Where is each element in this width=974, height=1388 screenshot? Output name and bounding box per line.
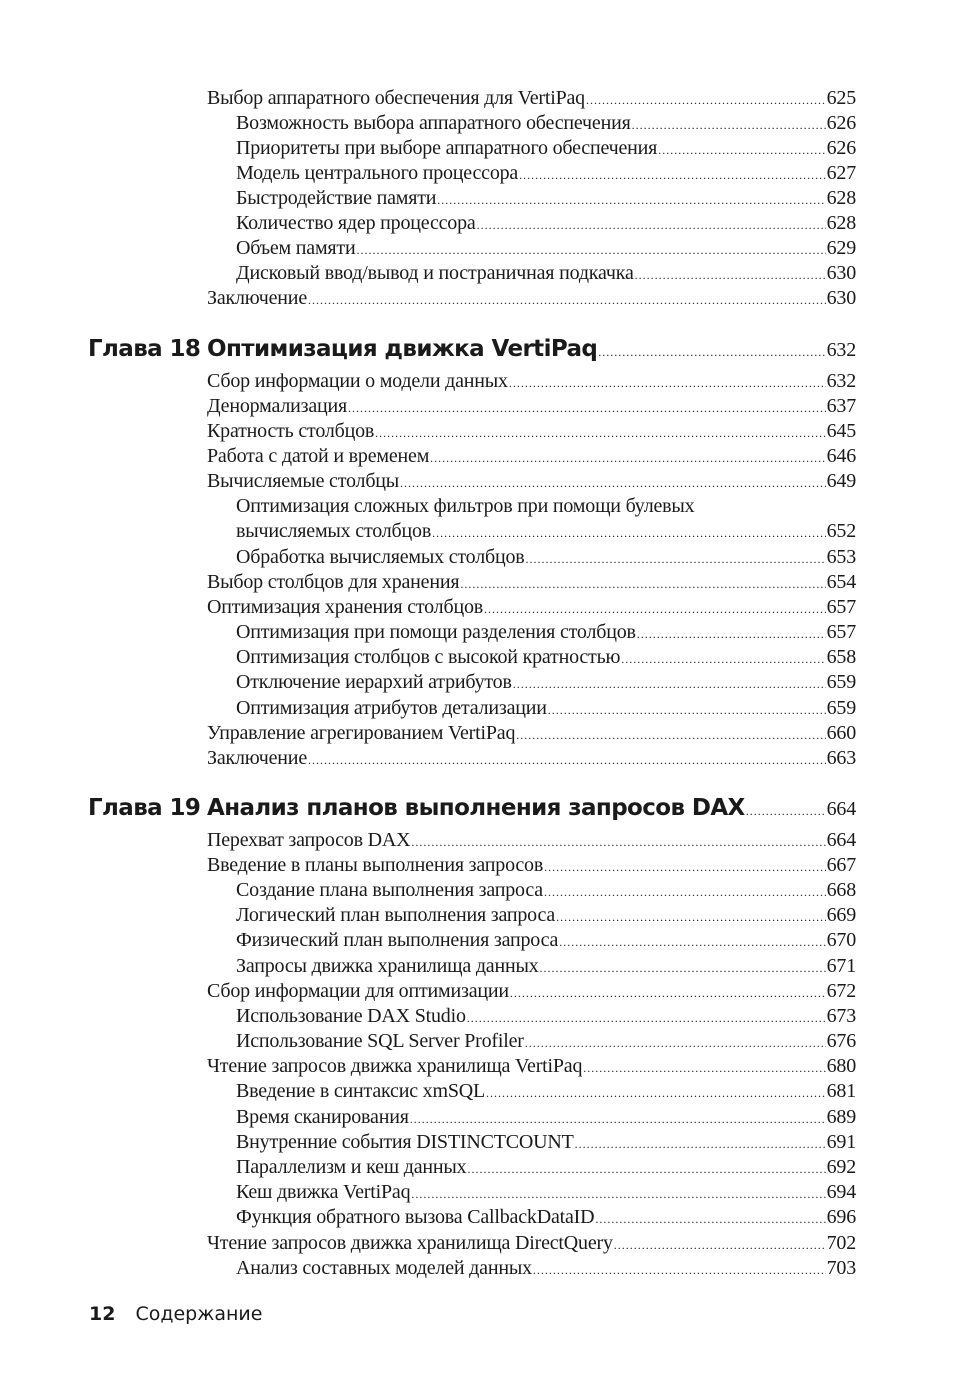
toc-entry-title: Введение в синтаксис xmSQL: [236, 1080, 486, 1102]
toc-entry-page: 653: [826, 546, 856, 568]
toc-entry: [236, 545, 856, 570]
chapter-heading: [88, 792, 856, 824]
toc-entry: [236, 1079, 856, 1104]
toc-entry: [207, 1231, 856, 1256]
chapter-title: Оптимизация движка VertiPaq: [207, 336, 598, 362]
dot-leader: [509, 371, 826, 396]
toc-entry: [207, 369, 856, 394]
toc-entry: [207, 444, 856, 469]
toc-entry-title: Заключение: [207, 287, 307, 309]
toc-entry-page: 628: [826, 187, 856, 209]
toc-entry-title: Работа с датой и временем: [207, 445, 430, 467]
toc-entry-page: 659: [826, 697, 856, 719]
toc-entry-title: Запросы движка хранилища данных: [236, 955, 539, 977]
dot-leader: [548, 698, 826, 723]
toc-entry-title: Сбор информации для оптимизации: [207, 980, 509, 1002]
toc-entry-title: Оптимизация хранения столбцов: [207, 596, 483, 618]
dot-leader: [544, 880, 826, 905]
chapter-heading: [88, 333, 856, 365]
toc-entry-title: Время сканирования: [236, 1106, 409, 1128]
toc-entry: [207, 86, 856, 111]
toc-entry-page: 670: [826, 929, 856, 951]
toc-entry-page: 668: [826, 879, 856, 901]
toc-entry-page: 680: [826, 1055, 856, 1077]
dot-leader: [635, 263, 826, 288]
toc-entry-page: 652: [826, 520, 856, 542]
toc-entry: [236, 236, 856, 261]
toc-entry: [207, 469, 856, 494]
dot-leader: [516, 723, 825, 748]
dot-leader: [411, 830, 825, 855]
toc-entry: [236, 186, 856, 211]
dot-leader: [432, 521, 826, 546]
toc-entry: [207, 1054, 856, 1079]
dot-leader: [410, 1107, 826, 1132]
dot-leader: [375, 421, 825, 446]
toc-entry-page: 649: [826, 470, 856, 492]
toc-entry-page: 657: [826, 596, 856, 618]
toc-entry: [236, 696, 856, 721]
toc-entry-title: Модель центрального процессора: [236, 162, 519, 184]
toc-entry-title: Введение в планы выполнения запросов: [207, 854, 544, 876]
dot-leader: [460, 572, 825, 597]
toc-entry-page: 681: [826, 1080, 856, 1102]
toc-entry-title: Функция обратного вызова CallbackDataID: [236, 1206, 595, 1228]
toc-entry-title: Выбор аппаратного обеспечения для VertiPaq: [207, 87, 585, 109]
dot-leader: [486, 1081, 826, 1106]
toc-entry: [236, 261, 856, 286]
toc-entry-title: Оптимизация столбцов с высокой кратностью: [236, 646, 621, 668]
page-footer: [89, 1301, 262, 1327]
toc-entry-title: Дисковый ввод/вывод и постраничная подкачка: [236, 262, 634, 284]
dot-leader: [598, 336, 825, 368]
dot-leader: [575, 1132, 826, 1157]
toc-entry-page: 663: [826, 747, 856, 769]
dot-leader: [400, 471, 826, 496]
toc-entry-page: 667: [826, 854, 856, 876]
dot-leader: [614, 1233, 826, 1258]
toc-entry-page: 696: [826, 1206, 856, 1228]
toc-entry: [236, 620, 856, 645]
toc-entry-page: 672: [826, 980, 856, 1002]
toc-entry-title: Объем памяти: [236, 237, 356, 259]
dot-leader: [595, 1207, 825, 1232]
dot-leader: [637, 622, 826, 647]
toc-entry: [236, 1155, 856, 1180]
dot-leader: [556, 905, 826, 930]
toc-entry-title: Параллелизм и кеш данных: [236, 1156, 467, 1178]
toc-entry-title: Перехват запросов DAX: [207, 829, 411, 851]
dot-leader: [484, 597, 826, 622]
toc-entry: [236, 1256, 856, 1281]
toc-entry: [207, 394, 856, 419]
dot-leader: [467, 1006, 826, 1031]
toc-entry: [236, 519, 856, 544]
toc-entry: [236, 903, 856, 928]
toc-entry-title: Кеш движка VertiPaq: [236, 1181, 411, 1203]
toc-entry-page: 676: [826, 1030, 856, 1052]
toc-entry-page: 658: [826, 646, 856, 668]
toc-entry-title: Оптимизация сложных фильтров при помощи булевых: [236, 495, 695, 517]
toc-entry: [236, 878, 856, 903]
toc-entry-page: 659: [826, 671, 856, 693]
toc-entry: [236, 1029, 856, 1054]
dot-leader: [430, 446, 825, 471]
dot-leader: [411, 1182, 825, 1207]
toc-entry: [207, 721, 856, 746]
toc-entry-title: Количество ядер процессора: [236, 212, 476, 234]
toc-entry-page: 645: [826, 420, 856, 442]
chapter-title: Анализ планов выполнения запросов DAX: [207, 795, 745, 821]
toc-entry-title: Возможность выбора аппаратного обеспечения: [236, 112, 631, 134]
toc-entry-page: 673: [826, 1005, 856, 1027]
toc-entry-title: Чтение запросов движка хранилища VertiPaq: [207, 1055, 583, 1077]
toc-entry-title: Внутренние события DISTINCTCOUNT: [236, 1131, 574, 1153]
toc-entry: [236, 954, 856, 979]
toc-entry-title: Сбор информации о модели данных: [207, 370, 508, 392]
toc-entry-title: Заключение: [207, 747, 307, 769]
toc-entry-page: 664: [826, 829, 856, 851]
toc-entry-title: Денормализация: [207, 395, 348, 417]
toc-entry: [207, 853, 856, 878]
toc-entry: [236, 1130, 856, 1155]
toc-entry-page: 702: [826, 1232, 856, 1254]
toc-entry-title: Вычисляемые столбцы: [207, 470, 400, 492]
dot-leader: [559, 930, 825, 955]
toc-entry: [236, 1205, 856, 1230]
toc-entry: [207, 286, 856, 311]
toc-entry-title: Отключение иерархий атрибутов: [236, 671, 512, 693]
toc-entry-page: 637: [826, 395, 856, 417]
toc-entry: [236, 136, 856, 161]
toc-entry-title: Выбор столбцов для хранения: [207, 571, 460, 593]
dot-leader: [513, 672, 826, 697]
dot-leader: [621, 647, 825, 672]
toc-entry: [236, 161, 856, 186]
toc-entry: [236, 1004, 856, 1029]
toc-entry: [236, 670, 856, 695]
dot-leader: [586, 88, 826, 113]
toc-entry-title: Быстродействие памяти: [236, 187, 437, 209]
toc-entry-title: Приоритеты при выборе аппаратного обеспечения: [236, 137, 658, 159]
toc-entry-page: 627: [826, 162, 856, 184]
toc-entry-page: 689: [826, 1106, 856, 1128]
toc-entry-page: 626: [826, 112, 856, 134]
toc-entry: [207, 570, 856, 595]
dot-leader: [477, 213, 826, 238]
toc-entry-title: Анализ составных моделей данных: [236, 1257, 532, 1279]
toc-entry: [207, 595, 856, 620]
chapter-label: Глава 18: [88, 336, 201, 362]
toc-entry-page: 660: [826, 722, 856, 744]
toc-entry-page: 629: [826, 237, 856, 259]
dot-leader: [519, 163, 825, 188]
dot-leader: [583, 1056, 825, 1081]
toc-entry: [236, 928, 856, 953]
dot-leader: [658, 138, 825, 163]
toc-entry-page: 703: [826, 1257, 856, 1279]
toc-entry-page: 628: [826, 212, 856, 234]
toc-entry-page: 692: [826, 1156, 856, 1178]
toc-entry-page: 671: [826, 955, 856, 977]
toc-entry-title: Логический план выполнения запроса: [236, 904, 556, 926]
toc-entry-page: 632: [826, 370, 856, 392]
toc-entry: [236, 111, 856, 136]
toc-entry-title: Физический план выполнения запроса: [236, 929, 559, 951]
page-number: 12: [89, 1303, 116, 1325]
toc-entry-page: 654: [826, 571, 856, 593]
toc-entry: [236, 211, 856, 236]
dot-leader: [510, 981, 826, 1006]
toc-entry-page: 630: [826, 287, 856, 309]
toc-entry: [207, 979, 856, 1004]
toc-entry: [236, 645, 856, 670]
toc-entry-title: Использование SQL Server Profiler: [236, 1030, 524, 1052]
toc-entry: [207, 419, 856, 444]
toc-entry-page: 669: [826, 904, 856, 926]
toc-entry-title: Оптимизация атрибутов детализации: [236, 697, 547, 719]
toc-entry: [236, 1180, 856, 1205]
toc-entry-page: 646: [826, 445, 856, 467]
toc-entry: [207, 746, 856, 771]
dot-leader: [467, 1157, 825, 1182]
toc-entry-title: Использование DAX Studio: [236, 1005, 466, 1027]
dot-leader: [525, 1031, 826, 1056]
toc-entry-title: вычисляемых столбцов: [236, 520, 432, 542]
toc-entry-page: 625: [826, 87, 856, 109]
toc-entry-title: Обработка вычисляемых столбцов: [236, 546, 525, 568]
dot-leader: [526, 547, 826, 572]
dot-leader: [356, 238, 825, 263]
toc-entry: [207, 828, 856, 853]
toc-entry-page: 657: [826, 621, 856, 643]
dot-leader: [437, 188, 825, 213]
toc-entry-page: 626: [826, 137, 856, 159]
chapter-label: Глава 19: [88, 795, 201, 821]
dot-leader: [544, 855, 826, 880]
dot-leader: [533, 1258, 826, 1283]
dot-leader: [632, 113, 826, 138]
toc-entry-title: Чтение запросов движка хранилища DirectQuery: [207, 1232, 613, 1254]
running-header-section: Содержание: [135, 1303, 263, 1325]
toc-entry-page: 630: [826, 262, 856, 284]
toc-entry: [236, 1105, 856, 1130]
toc-entry: [236, 494, 856, 519]
dot-leader: [308, 748, 826, 773]
chapter-page: 632: [826, 339, 856, 361]
toc-entry-title: Оптимизация при помощи разделения столбцов: [236, 621, 636, 643]
dot-leader: [348, 396, 826, 421]
toc-entry-title: Кратность столбцов: [207, 420, 375, 442]
chapter-page: 664: [826, 798, 856, 820]
toc-entry-title: Создание плана выполнения запроса: [236, 879, 543, 901]
dot-leader: [308, 288, 826, 313]
toc-entry-title: Управление агрегированием VertiPaq: [207, 722, 516, 744]
dot-leader: [540, 956, 826, 981]
toc-entry-page: 694: [826, 1181, 856, 1203]
toc-entry-page: 691: [826, 1131, 856, 1153]
dot-leader: [746, 795, 826, 827]
